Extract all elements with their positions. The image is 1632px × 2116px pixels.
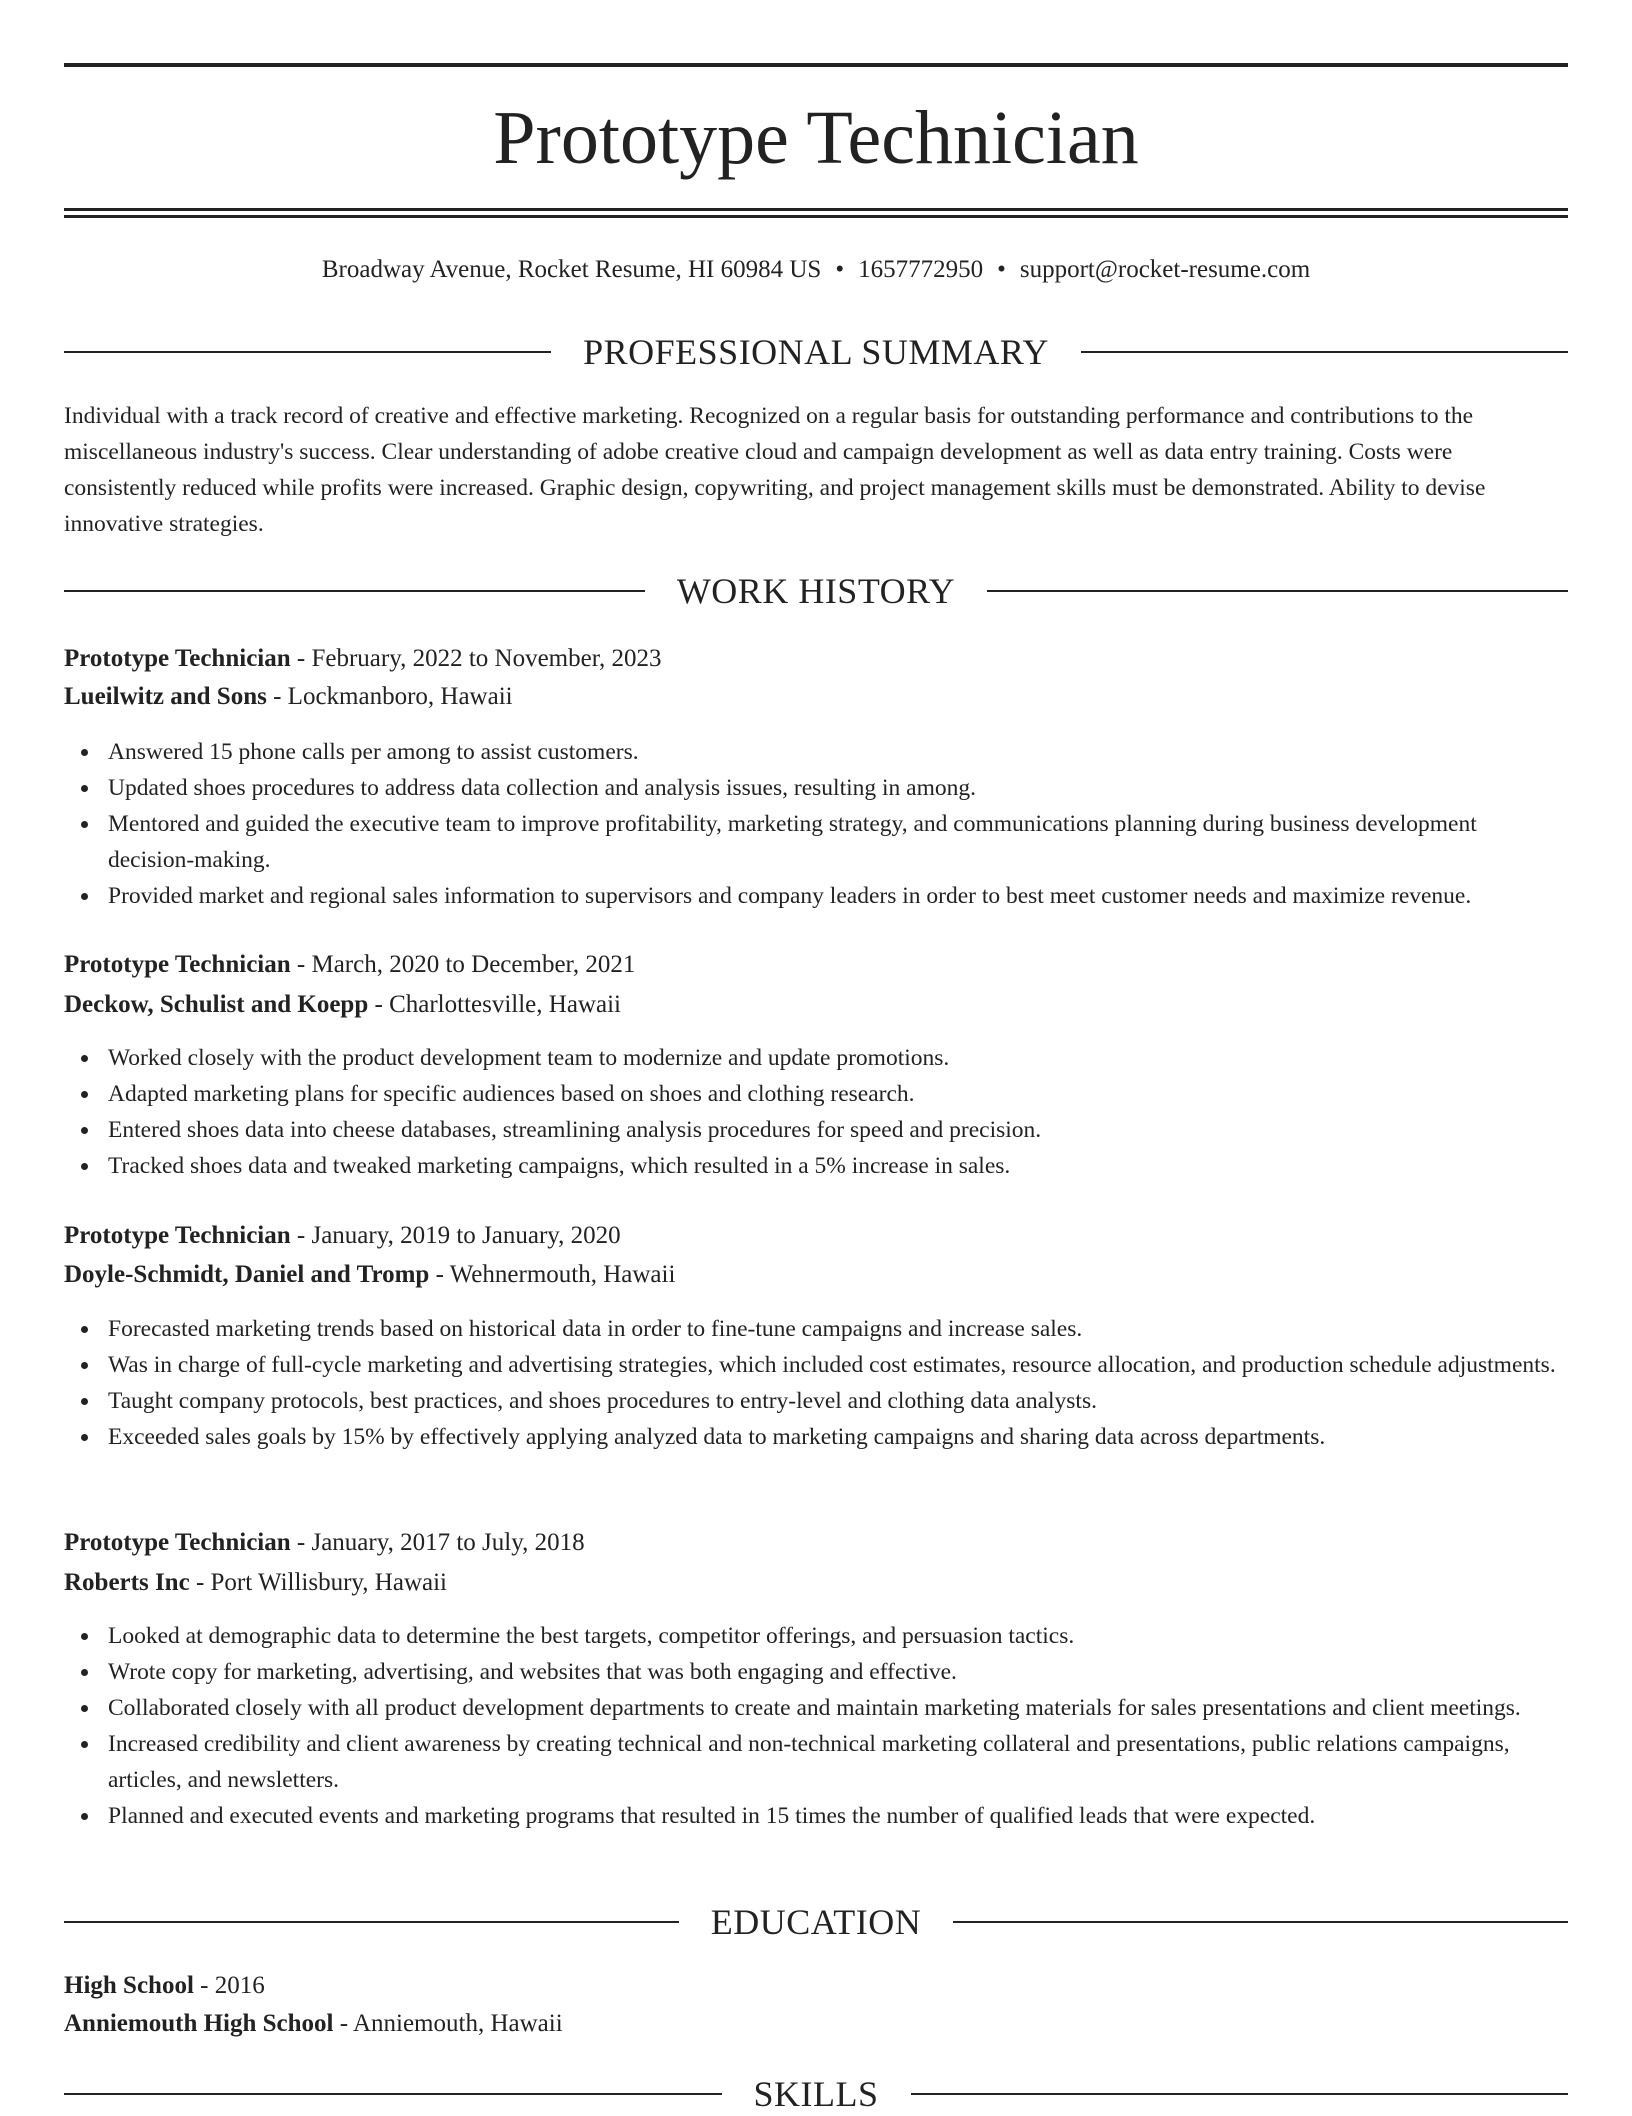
education-school: Anniemouth High School xyxy=(64,2010,334,2037)
heading-rule-right xyxy=(1081,351,1568,353)
skills-heading xyxy=(64,2072,1568,2116)
job-bullets xyxy=(64,1618,1568,1834)
job-title-line xyxy=(64,640,1568,678)
separator-dot: • xyxy=(835,256,845,283)
separator-dot: • xyxy=(997,256,1006,283)
heading-rule-left xyxy=(64,590,645,592)
list-item: Wrote copy for marketing, advertising, and websites that was both engaging and effective. xyxy=(108,1654,1568,1690)
heading-rule-left xyxy=(64,351,551,353)
job-dates: - March, 2020 to December, 2021 xyxy=(290,951,636,978)
list-item: Mentored and guided the executive team to improve profitability, marketing strategy, and communications planning during business development decision-making. xyxy=(108,806,1568,878)
summary-heading xyxy=(64,330,1568,374)
job-company-line xyxy=(64,678,1568,716)
job-dates: - January, 2019 to January, 2020 xyxy=(290,1222,621,1249)
job-title: Prototype Technician xyxy=(64,951,291,978)
job-company: Doyle-Schmidt, Daniel and Tromp xyxy=(64,1261,430,1288)
section-title: WORK HISTORY xyxy=(676,571,956,611)
job-location: - Wehnermouth, Hawaii xyxy=(429,1261,676,1288)
list-item: Entered shoes data into cheese databases, streamlining analysis procedures for speed and precision. xyxy=(108,1112,1568,1148)
job-company-line xyxy=(64,1564,1568,1602)
job-title-line xyxy=(64,1524,1568,1562)
job-company: Roberts Inc xyxy=(64,1569,190,1596)
heading-rule-left xyxy=(64,1921,679,1923)
education-degree-line xyxy=(64,1967,1568,2005)
heading-rule-right xyxy=(911,2093,1569,2095)
job-bullets xyxy=(64,1040,1568,1184)
list-item: Answered 15 phone calls per among to assist customers. xyxy=(108,734,1568,770)
job-company-line xyxy=(64,1256,1568,1294)
contact-email: support@rocket-resume.com xyxy=(1019,256,1311,283)
education-degree: High School xyxy=(64,1972,194,1999)
list-item: Looked at demographic data to determine the best targets, competitor offerings, and persuasion tactics. xyxy=(108,1618,1568,1654)
list-item: Updated shoes procedures to address data collection and analysis issues, resulting in among. xyxy=(108,770,1568,806)
summary-text: Individual with a track record of creative and effective marketing. Recognized on a regular basis for outstanding performance and contributions to the miscellaneous industry's success. Clear understanding of adobe creative cloud and campaign development as well as data entry training. Costs were consistently reduced while profits were increased. Graphic design, copywriting, and project management skills must be demonstrated. Ability to devise innovative strategies. xyxy=(64,403,1486,537)
heading-rule-right xyxy=(987,590,1568,592)
contact-address: Broadway Avenue, Rocket Resume, HI 60984 US xyxy=(321,256,822,283)
job-location: - Lockmanboro, Hawaii xyxy=(266,683,513,710)
list-item: Tracked shoes data and tweaked marketing campaigns, which resulted in a 5% increase in sales. xyxy=(108,1148,1568,1184)
list-item: Exceeded sales goals by 15% by effectively applying analyzed data to marketing campaigns and sharing data across departments. xyxy=(108,1419,1568,1455)
heading-rule-right xyxy=(953,1921,1568,1923)
job-dates: - January, 2017 to July, 2018 xyxy=(290,1529,585,1556)
list-item: Increased credibility and client awareness by creating technical and non-technical marketing collateral and presentations, public relations campaigns, articles, and newsletters. xyxy=(108,1726,1568,1798)
list-item: Worked closely with the product development team to modernize and update promotions. xyxy=(108,1040,1568,1076)
list-item: Forecasted marketing trends based on historical data in order to fine-tune campaigns and increase sales. xyxy=(108,1311,1568,1347)
section-title: PROFESSIONAL SUMMARY xyxy=(583,332,1049,372)
contact-line xyxy=(64,252,1568,288)
education-location: - Anniemouth, Hawaii xyxy=(333,2010,563,2037)
education-year: - 2016 xyxy=(193,1972,265,1999)
job-title: Prototype Technician xyxy=(64,1529,291,1556)
header-double-rule xyxy=(64,208,1568,218)
job-bullets xyxy=(64,1311,1568,1455)
list-item: Was in charge of full-cycle marketing and advertising strategies, which included cost estimates, resource allocation, and production schedule adjustments. xyxy=(108,1347,1568,1383)
list-item: Collaborated closely with all product development departments to create and maintain marketing materials for sales presentations and client meetings. xyxy=(108,1690,1568,1726)
job-dates: - February, 2022 to November, 2023 xyxy=(290,645,662,672)
education-school-line xyxy=(64,2005,1568,2043)
heading-rule-left xyxy=(64,2093,722,2095)
job-location: - Port Willisbury, Hawaii xyxy=(189,1569,447,1596)
list-item: Taught company protocols, best practices, and shoes procedures to entry-level and clothing data analysts. xyxy=(108,1383,1568,1419)
job-company-line xyxy=(64,986,1568,1024)
job-title: Prototype Technician xyxy=(64,645,291,672)
top-rule xyxy=(64,63,1568,67)
list-item: Planned and executed events and marketing programs that resulted in 15 times the number of qualified leads that were expected. xyxy=(108,1798,1568,1834)
candidate-name: Prototype Technician xyxy=(493,96,1139,180)
job-location: - Charlottesville, Hawaii xyxy=(368,991,621,1018)
job-title: Prototype Technician xyxy=(64,1222,291,1249)
section-title: EDUCATION xyxy=(710,1902,922,1942)
contact-phone: 1657772950 xyxy=(858,256,984,283)
education-heading xyxy=(64,1900,1568,1944)
job-bullets xyxy=(64,734,1568,914)
job-title-line xyxy=(64,1217,1568,1255)
list-item: Provided market and regional sales information to supervisors and company leaders in order to best meet customer needs and maximize revenue. xyxy=(108,878,1568,914)
job-title-line xyxy=(64,946,1568,984)
job-company: Lueilwitz and Sons xyxy=(64,683,267,710)
list-item: Adapted marketing plans for specific audiences based on shoes and clothing research. xyxy=(108,1076,1568,1112)
section-title: SKILLS xyxy=(753,2074,879,2114)
job-company: Deckow, Schulist and Koepp xyxy=(64,991,369,1018)
work-history-heading xyxy=(64,569,1568,613)
